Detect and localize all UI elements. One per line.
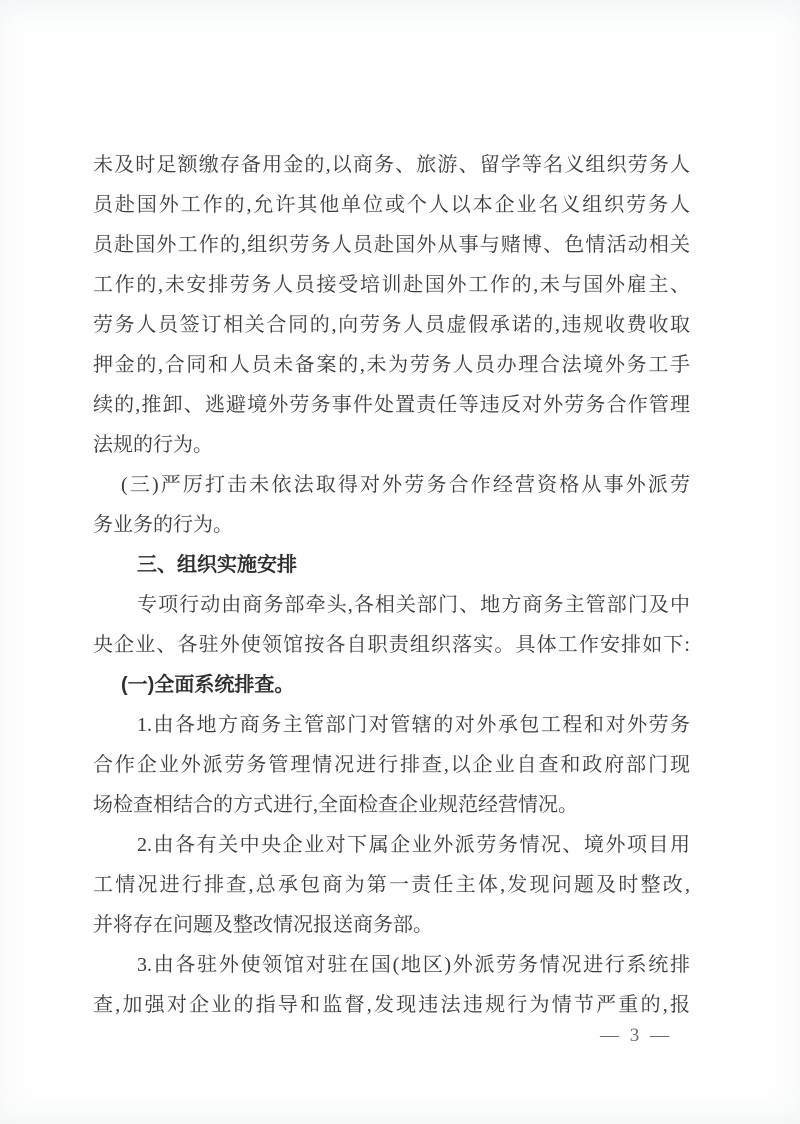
subsection-heading-inspection: (一)全面系统排查。 bbox=[121, 674, 295, 696]
document-line-item-3b: 3.由各驻外使领馆对驻在国(地区)外派劳务情况进行系统排 bbox=[137, 954, 690, 976]
document-line: 续的,推卸、逃避境外劳务事件处置责任等违反对外劳务合作管理 bbox=[93, 394, 690, 416]
document-line-item-1: 1.由各地方商务主管部门对管辖的对外承包工程和对外劳务 bbox=[137, 714, 690, 736]
document-line: 工作的,未安排劳务人员接受培训赴国外工作的,未与国外雇主、 bbox=[93, 274, 690, 296]
document-line: 并将存在问题及整改情况报送商务部。 bbox=[93, 914, 433, 936]
document-line: 场检查相结合的方式进行,全面检查企业规范经营情况。 bbox=[93, 794, 578, 816]
page-number: — 3 — bbox=[600, 1025, 672, 1046]
document-line: 劳务人员签订相关合同的,向劳务人员虚假承诺的,违规收费收取 bbox=[93, 314, 690, 336]
document-line-item-3: (三)严厉打击未依法取得对外劳务合作经营资格从事外派劳 bbox=[121, 474, 690, 496]
document-line: 查,加强对企业的指导和监督,发现违法违规行为情节严重的,报 bbox=[93, 994, 690, 1016]
document-line: 法规的行为。 bbox=[93, 434, 213, 456]
document-line: 员赴国外工作的,允许其他单位或个人以本企业名义组织劳务人 bbox=[93, 194, 690, 216]
document-line: 合作企业外派劳务管理情况进行排查,以企业自查和政府部门现 bbox=[93, 754, 690, 776]
document-line: 专项行动由商务部牵头,各相关部门、地方商务主管部门及中 bbox=[137, 594, 690, 616]
document-line: 央企业、各驻外使领馆按各自职责组织落实。具体工作安排如下: bbox=[93, 634, 690, 656]
section-heading-organization: 三、组织实施安排 bbox=[137, 554, 297, 576]
document-line: 未及时足额缴存备用金的,以商务、旅游、留学等名义组织劳务人 bbox=[93, 154, 690, 176]
document-line: 务业务的行为。 bbox=[93, 514, 233, 536]
document-line: 押金的,合同和人员未备案的,未为劳务人员办理合法境外务工手 bbox=[93, 354, 690, 376]
document-line: 工情况进行排查,总承包商为第一责任主体,发现问题及时整改, bbox=[93, 874, 690, 896]
document-text-block bbox=[93, 145, 690, 1025]
document-line: 员赴国外工作的,组织劳务人员赴国外从事与赌博、色情活动相关 bbox=[93, 234, 690, 256]
document-line-item-2: 2.由各有关中央企业对下属企业外派劳务情况、境外项目用 bbox=[137, 834, 690, 856]
